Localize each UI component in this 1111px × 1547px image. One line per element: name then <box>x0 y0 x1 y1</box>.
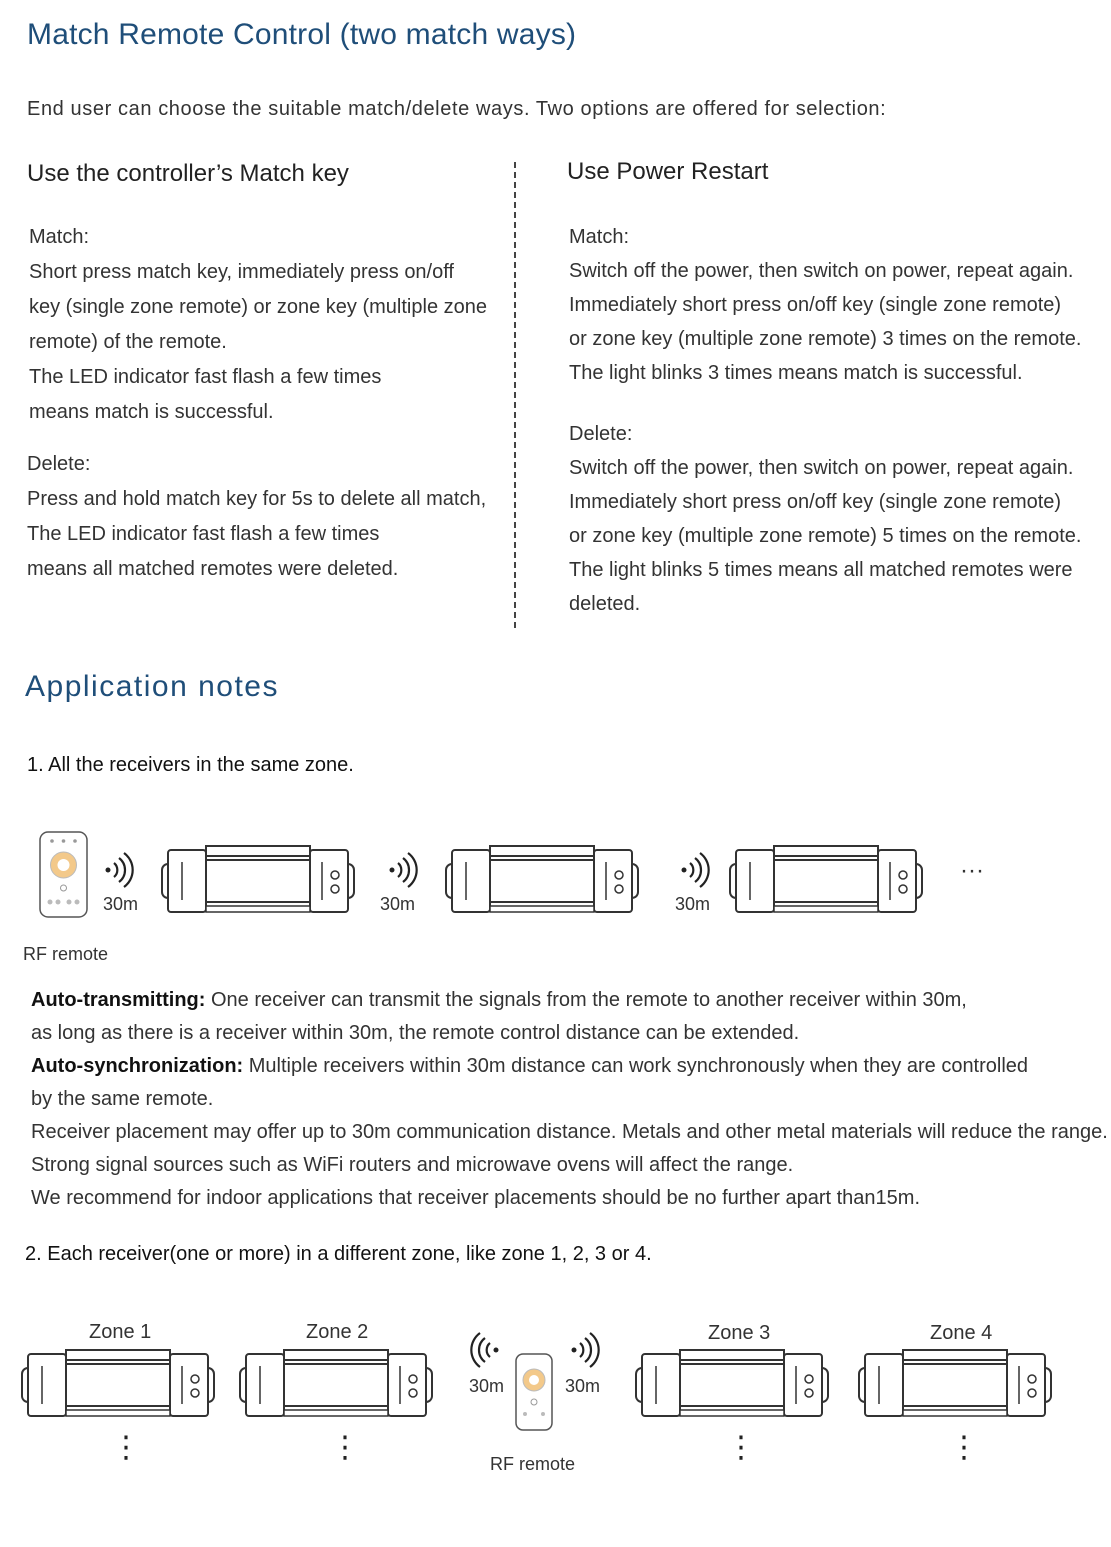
right-delete-line: deleted. <box>569 593 641 615</box>
left-delete-line: Press and hold match key for 5s to delete all match, <box>27 488 487 510</box>
right-delete-line: The light blinks 5 times means all matched remotes were <box>569 559 1073 581</box>
left-delete-section <box>27 447 486 587</box>
right-delete-line: Switch off the power, then switch on power, repeat again. <box>569 457 1074 479</box>
rf-remote-icon <box>516 1354 552 1430</box>
intro-text: End user can choose the suitable match/delete ways. Two options are offered for selection: <box>27 98 887 120</box>
distance-label: 30m <box>380 894 416 914</box>
receiver-icon <box>859 1350 1051 1416</box>
more-receivers-vertical-ellipsis: ⋮ <box>949 1431 979 1464</box>
left-delete-line: The LED indicator fast flash a few times <box>27 523 380 545</box>
more-receivers-vertical-ellipsis: ⋮ <box>330 1431 360 1464</box>
signal-waves-icon <box>682 853 709 887</box>
left-match-label: Match: <box>29 226 90 248</box>
left-match-line: remote) of the remote. <box>29 331 227 353</box>
zone-label: Zone 2 <box>306 1321 369 1343</box>
more-receivers-vertical-ellipsis: ⋮ <box>726 1431 756 1464</box>
receiver-icon <box>446 846 638 912</box>
column-divider <box>514 162 516 628</box>
right-delete-line: or zone key (multiple zone remote) 5 times on the remote. <box>569 525 1082 547</box>
receiver-icon <box>636 1350 828 1416</box>
zone-label: Zone 1 <box>89 1321 152 1343</box>
note-line: Strong signal sources such as WiFi routers and microwave ovens will affect the range. <box>31 1154 794 1176</box>
right-match-line: or zone key (multiple zone remote) 3 times on the remote. <box>569 328 1082 350</box>
receiver-icon <box>162 846 354 912</box>
application-notes-title: Application notes <box>25 670 279 703</box>
left-column-title: Use the controller’s Match key <box>27 160 349 187</box>
signal-waves-icon <box>471 1333 498 1367</box>
right-delete-line: Immediately short press on/off key (single zone remote) <box>569 491 1062 513</box>
rf-remote-label: RF remote <box>23 944 109 964</box>
zone-label: Zone 4 <box>930 1322 993 1344</box>
note1-title: 1. All the receivers in the same zone. <box>27 754 354 776</box>
left-delete-label: Delete: <box>27 453 91 475</box>
more-receivers-ellipsis: ··· <box>960 857 984 884</box>
auto-synchronization-text: Multiple receivers within 30m distance can work synchronously when they are controlled <box>243 1055 1029 1077</box>
right-column-title: Use Power Restart <box>567 158 769 185</box>
more-receivers-vertical-ellipsis: ⋮ <box>111 1431 141 1464</box>
receiver-icon <box>240 1350 432 1416</box>
right-match-label: Match: <box>569 226 630 248</box>
right-delete-label: Delete: <box>569 423 633 445</box>
left-match-line: key (single zone remote) or zone key (multiple zone <box>29 296 487 318</box>
distance-label: 30m <box>103 894 139 914</box>
left-match-line: Short press match key, immediately press on/off <box>29 261 454 283</box>
rf-remote-icon <box>40 832 87 917</box>
auto-transmitting-label: Auto-transmitting: <box>31 989 206 1011</box>
left-match-section <box>29 220 487 430</box>
auto-transmitting-cont: as long as there is a receiver within 30m, the remote control distance can be extended. <box>31 1022 800 1044</box>
note-line: Receiver placement may offer up to 30m communication distance. Metals and other metal materials will reduce the range. <box>31 1121 1108 1143</box>
receiver-icon <box>730 846 922 912</box>
right-delete-section <box>569 417 1081 621</box>
notes-paragraph <box>31 984 1108 1215</box>
signal-waves-icon <box>390 853 417 887</box>
receiver-icon <box>22 1350 214 1416</box>
distance-label: 30m <box>675 894 711 914</box>
auto-synchronization-label: Auto-synchronization: <box>31 1055 244 1077</box>
auto-transmitting-text: One receiver can transmit the signals from the remote to another receiver within 30m, <box>205 989 967 1011</box>
right-match-section <box>569 220 1081 390</box>
rf-remote-label: RF remote <box>490 1454 576 1474</box>
right-match-line: Immediately short press on/off key (single zone remote) <box>569 294 1062 316</box>
auto-synchronization-cont: by the same remote. <box>31 1088 214 1110</box>
left-match-line: means match is successful. <box>29 401 274 423</box>
diagram-different-zones <box>0 1310 1111 1490</box>
note-line: We recommend for indoor applications that receiver placements should be no further apart than15m. <box>31 1187 921 1209</box>
signal-waves-icon <box>572 1333 599 1367</box>
distance-label: 30m <box>469 1376 505 1396</box>
diagram-same-zone <box>0 820 1111 970</box>
signal-waves-icon <box>106 853 133 887</box>
zone-label: Zone 3 <box>708 1322 771 1344</box>
left-delete-line: means all matched remotes were deleted. <box>27 558 399 580</box>
left-match-line: The LED indicator fast flash a few times <box>29 366 382 388</box>
right-match-line: The light blinks 3 times means match is successful. <box>569 362 1023 384</box>
note2-title: 2. Each receiver(one or more) in a different zone, like zone 1, 2, 3 or 4. <box>25 1243 652 1265</box>
right-match-line: Switch off the power, then switch on power, repeat again. <box>569 260 1074 282</box>
distance-label: 30m <box>565 1376 601 1396</box>
page-title: Match Remote Control (two match ways) <box>27 18 577 51</box>
